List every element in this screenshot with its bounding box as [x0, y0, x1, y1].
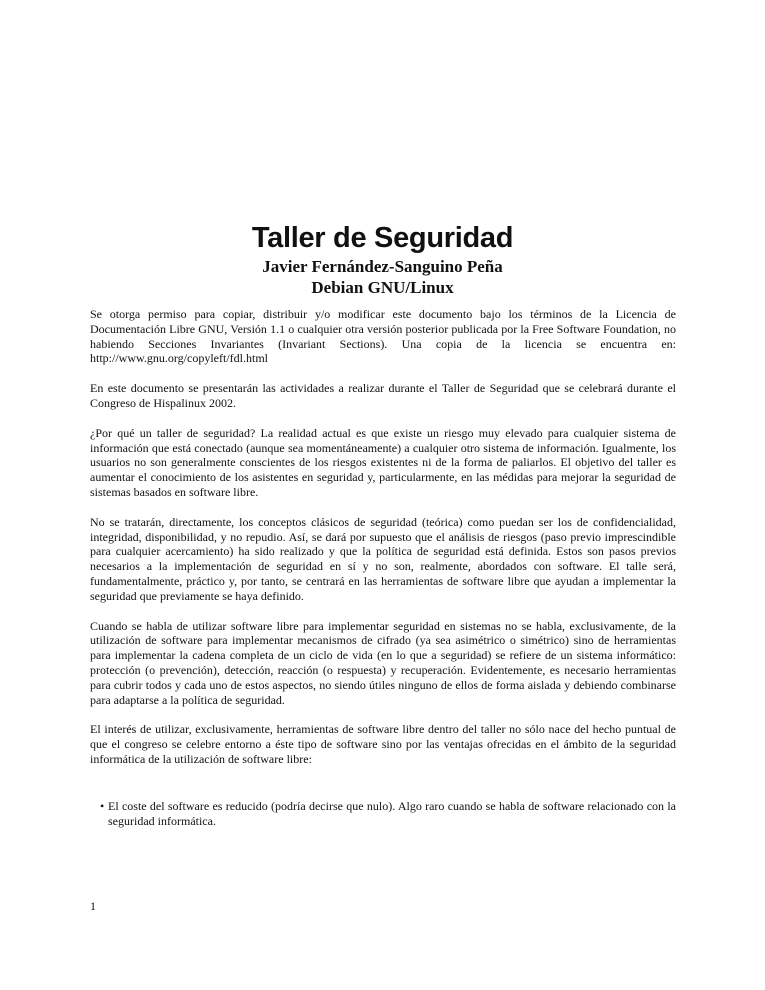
paragraph-license: Se otorga permiso para copiar, distribuir y/o modificar este documento bajo los términos de la Licencia de Documentación Libre GNU, Versión 1.1 o cualquier otra versión posterior publicada por la Free Software Foundation, no habiendo Secciones Invariantes (Invariant Sections). Una copia de la licencia se encuentra en: http://www.gnu.org/copyleft/fdl.html: [90, 307, 676, 366]
document-body: [90, 307, 676, 828]
paragraph-intro: En este documento se presentarán las actividades a realizar durante el Taller de Seguridad que se celebrará durante el Congreso de Hispalinux 2002.: [90, 381, 676, 410]
page-number: 1: [90, 899, 96, 913]
paragraph-advantages: El interés de utilizar, exclusivamente, herramientas de software libre dentro del taller no sólo nace del hecho puntual de que el congreso se celebre entorno a éste tipo de software sino por las ventajas ofrecidas en el ámbito de la seguridad informática de la utilización de software libre:: [90, 722, 676, 766]
paragraph-scope: No se tratarán, directamente, los conceptos clásicos de seguridad (teórica) como puedan ser los de confidencialidad, integridad, disponibilidad, y no repudio. Así, se dará por supuesto que el análisis de riesgos (paso previo imprescindible para cualquier acercamiento) ha sido realizado y que la política de seguridad está definida. Estos son pasos previos necesarios a la implementación de seguridad en sí y no son, realmente, abordados con software. El talle será, fundamentalmente, práctico y, por tanto, se centrará en las herramientas de software libre que ayudan a implementar la seguridad que previamente se haya definido.: [90, 514, 676, 603]
list-item: [90, 799, 676, 829]
advantages-list: [90, 799, 676, 829]
paragraph-why-workshop: ¿Por qué un taller de seguridad? La realidad actual es que existe un riesgo muy elevado para cualquier sistema de información que está conectado (aunque sea momentáneamente) a cualquier otro sistema de información. Igualmente, los usuarios no son generalmente conscientes de los riesgos existentes ni de la forma de paliarlos. El objetivo del taller es aumentar el conocimiento de los asistentes en seguridad y, particularmente, en las médidas para mejorar la seguridad de sistemas basados en software libre.: [90, 425, 676, 499]
document-author: Javier Fernández-Sanguino Peña: [262, 257, 503, 276]
document-organization: Debian GNU/Linux: [311, 278, 454, 297]
list-item-text: El coste del software es reducido (podría decirse que nulo). Algo raro cuando se habla de software relacionado con la seguridad informática.: [108, 798, 676, 828]
document-title: Taller de Seguridad: [251, 222, 514, 254]
paragraph-free-software-tools: Cuando se habla de utilizar software libre para implementar seguridad en sistemas no se habla, exclusivamente, de la utilización de software para implementar mecanismos de cifrado (ya sea asimétrico o simétrico) sino de herramientas para implementar la cadena completa de un ciclo de vida (en lo que a seguridad) se refiere de un sistema informático: protección (o prevención), detección, reacción (o respuesta) y recuperación. Evidentemente, es necesario herramientas para cubrir todos y cada uno de estos aspectos, no siendo útiles ninguno de ellos de forma aislada y debiendo combinarse para adaptarse a la política de seguridad.: [90, 618, 676, 707]
bullet-icon: •: [100, 798, 105, 813]
